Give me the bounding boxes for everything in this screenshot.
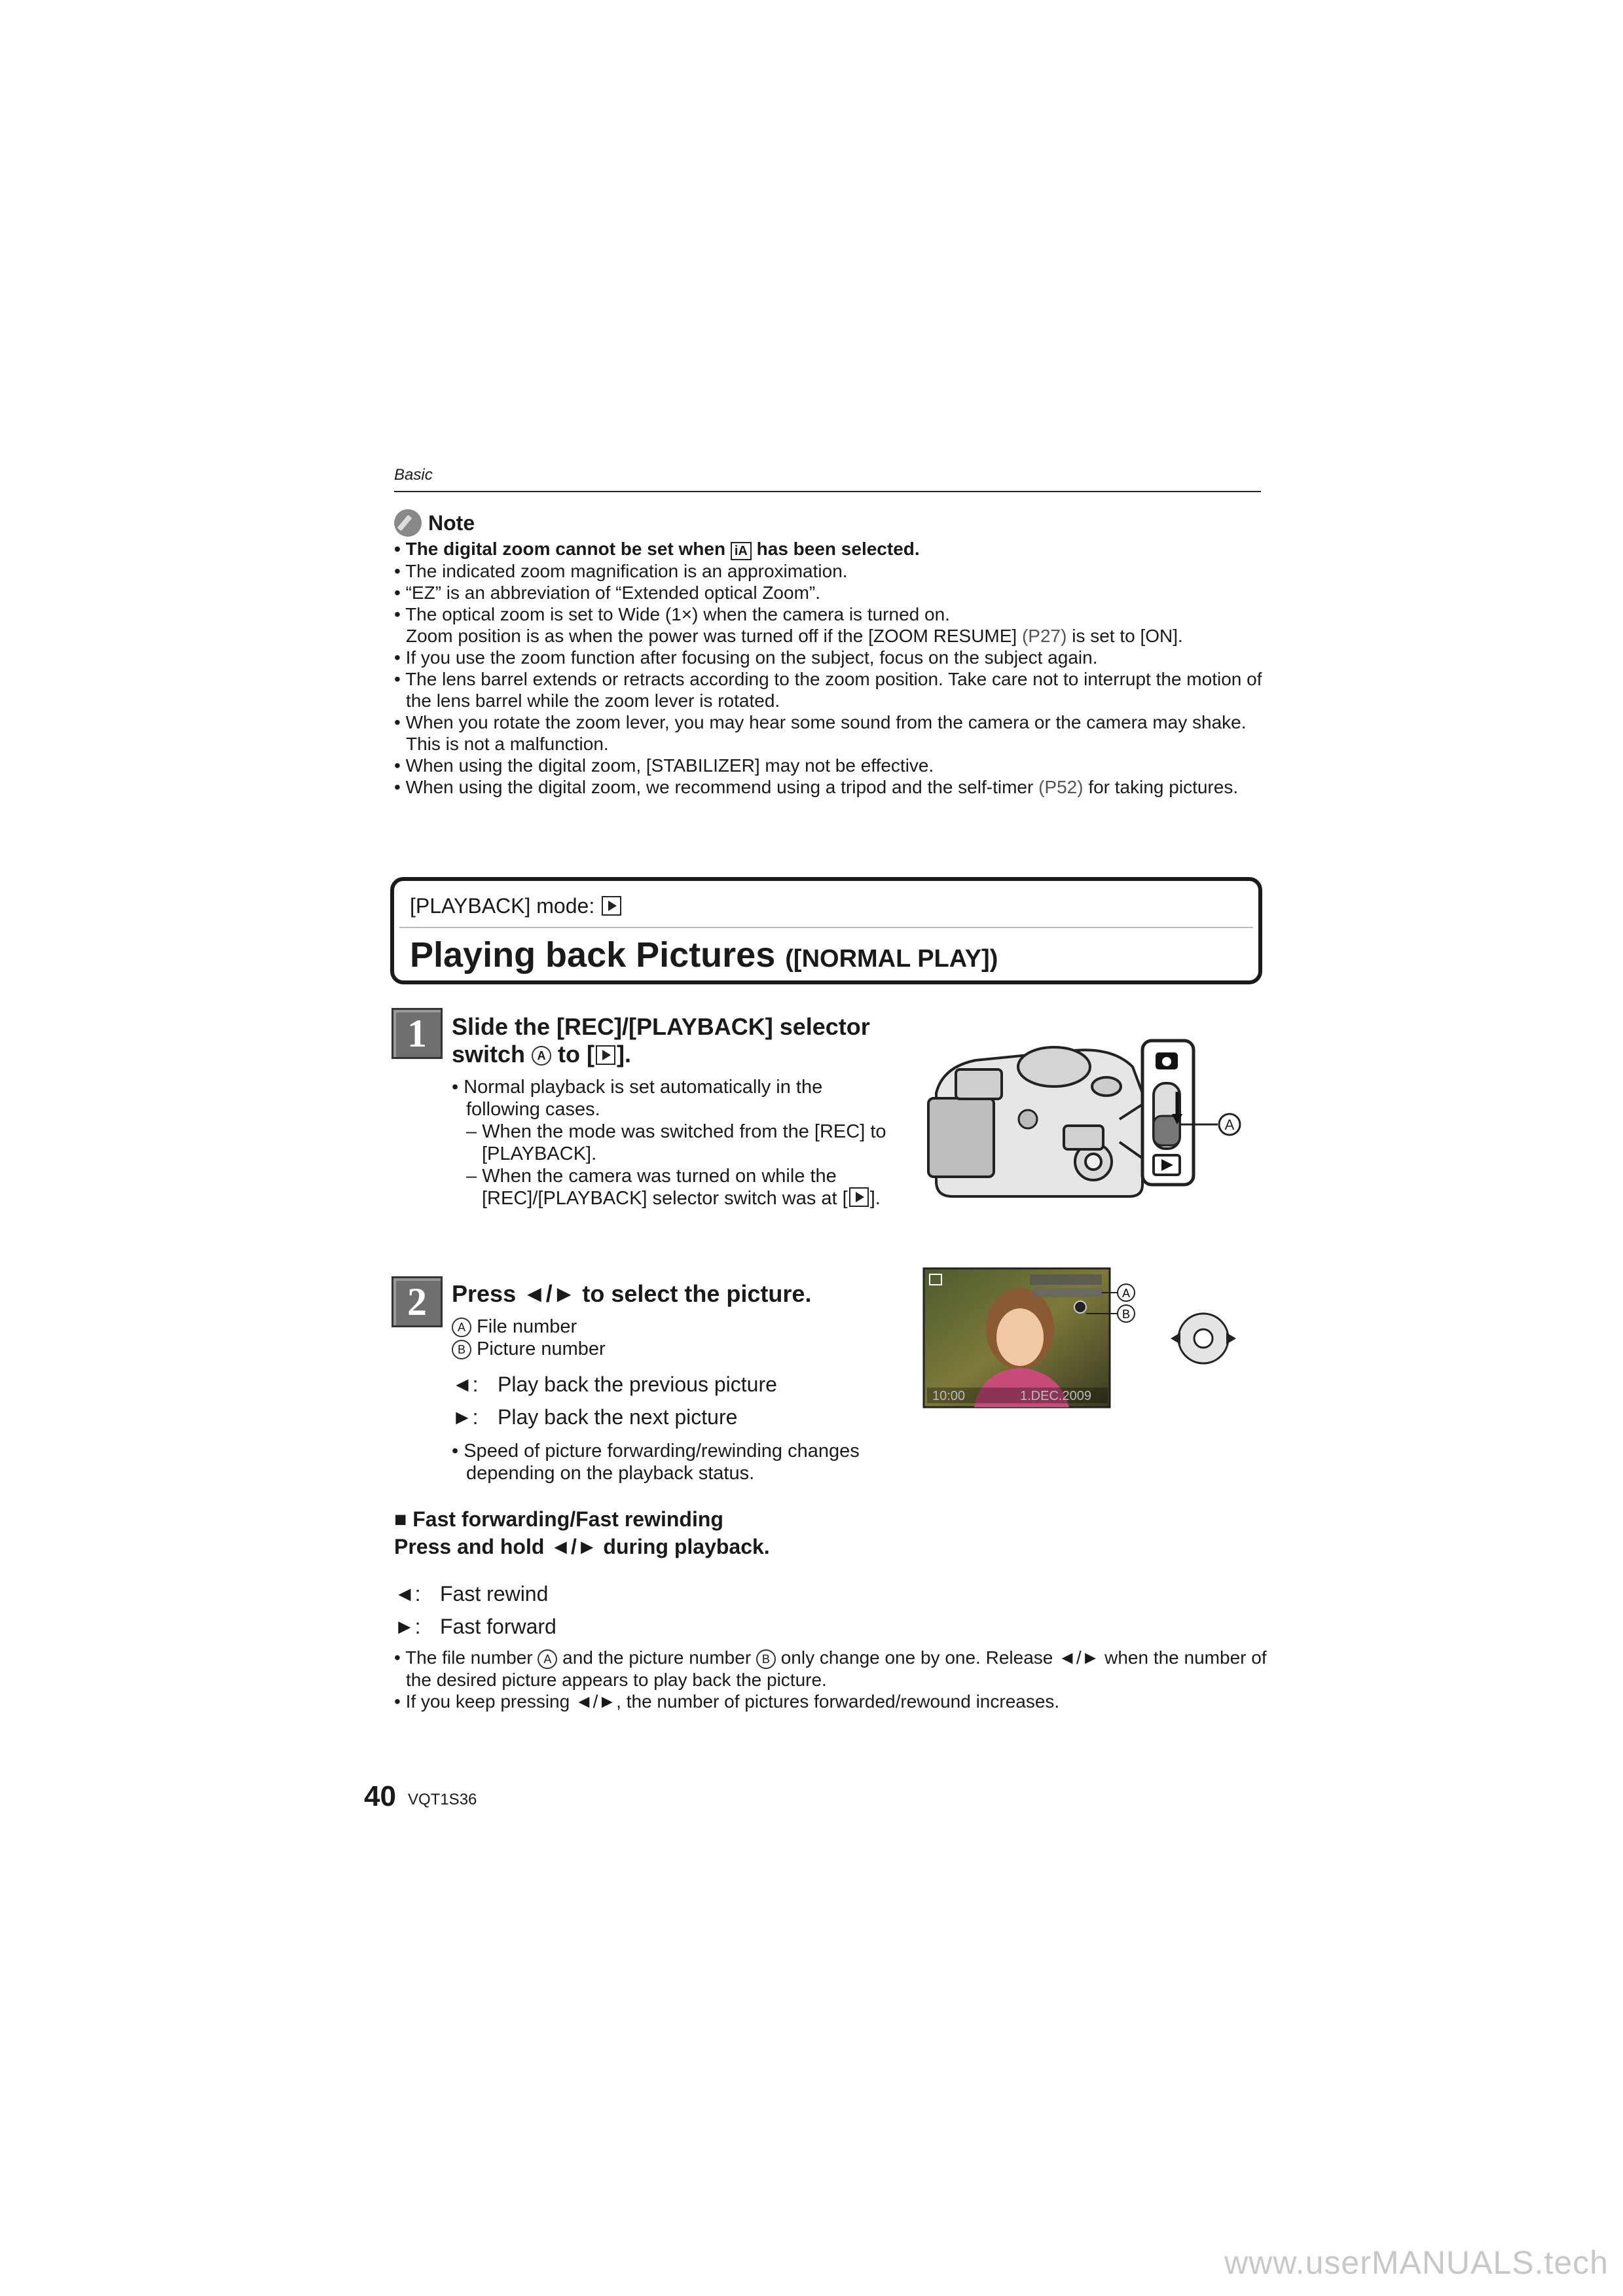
step1-case: – When the camera was turned on while the [REC]/[PLAYBACK] selector switch was at [ ].: [466, 1166, 881, 1209]
note-item: • When using the digital zoom, [STABILIZER] may not be effective.: [394, 755, 934, 776]
cursor-pad-icon: [1171, 1314, 1236, 1363]
section-label: Basic: [394, 466, 433, 484]
note-item: • When you rotate the zoom lever, you may hear some sound from the camera or the camera may shake. This is not a malfunction.: [394, 712, 1247, 754]
step1-title: Slide the [REC]/[PLAYBACK] selector switch A to [ ].: [452, 1013, 870, 1067]
fast-keys: [394, 1577, 852, 1643]
note-item: • The digital zoom cannot be set when iA has been selected.: [394, 539, 920, 559]
step2-title: Press ◄/► to select the picture.: [452, 1280, 812, 1307]
note-item-continued: Zoom position is as when the power was turned off if the [ZOOM RESUME] (P27) is set to [ON].: [406, 626, 1183, 646]
screen-time: 10:00: [932, 1389, 966, 1403]
note-item: • The optical zoom is set to Wide (1×) when the camera is turned on.: [394, 604, 950, 624]
note-heading: [394, 509, 475, 537]
page-reference: (P52): [1038, 777, 1084, 797]
legend-item: A File number: [452, 1316, 910, 1338]
screen-date: 1.DEC.2009: [1020, 1389, 1091, 1403]
playback-icon: [602, 896, 621, 916]
playback-icon: [849, 1187, 869, 1207]
fast-bullet: • The file number A and the picture number B only change one by one. Release ◄/► when the number of the desired picture appears to play back the picture.: [394, 1647, 1267, 1690]
header-rule: [394, 491, 1261, 492]
callout-a: A: [1122, 1287, 1131, 1300]
step2-keys: [452, 1368, 910, 1433]
step-number-2: 2: [392, 1276, 443, 1327]
page-reference: (P27): [1021, 626, 1067, 646]
watermark: www.userMANUALS.tech: [1224, 2244, 1609, 2281]
note-item: • The indicated zoom magnification is an approximation.: [394, 561, 848, 581]
playback-screen-illustration: [922, 1266, 1257, 1410]
document-code: VQT1S36: [408, 1791, 477, 1808]
step1-case: – When the mode was switched from the [REC] to [PLAYBACK].: [466, 1121, 886, 1164]
camera-illustration: [917, 1021, 1257, 1204]
note-item: • When using the digital zoom, we recommend using a tripod and the self-timer (P52) for taking pictures.: [394, 777, 1239, 797]
legend-item: B Picture number: [452, 1338, 910, 1360]
key-row: ►: Fast forward: [394, 1615, 556, 1638]
note-item: • “EZ” is an abbreviation of “Extended optical Zoom”.: [394, 583, 820, 603]
key-row: ◄: Fast rewind: [394, 1582, 549, 1605]
note-list: [394, 538, 1271, 798]
step2-bullet: • Speed of picture forwarding/rewinding changes depending on the playback status.: [452, 1441, 860, 1484]
step-number-1: 1: [392, 1008, 443, 1059]
page-title: Playing back Pictures ([NORMAL PLAY]): [410, 935, 998, 975]
callout-a: A: [1224, 1117, 1235, 1133]
divider: [399, 927, 1253, 928]
pencil-icon: [394, 509, 422, 537]
callout-b: B: [1122, 1308, 1131, 1321]
fast-bullets: [394, 1647, 1271, 1712]
intelligent-auto-icon: iA: [731, 542, 752, 560]
note-item: • The lens barrel extends or retracts according to the zoom position. Take care not to interrupt the motion of the lens barrel while the zoom lever is rotated.: [394, 669, 1262, 711]
note-title: Note: [428, 511, 475, 535]
marker-a: A: [532, 1046, 551, 1066]
note-item: • If you use the zoom function after focusing on the subject, focus on the subject again.: [394, 647, 1098, 668]
playback-mode-box: [390, 877, 1262, 984]
key-row: ◄: Play back the previous picture: [452, 1372, 777, 1396]
step2-legend: [452, 1316, 910, 1360]
fast-section-heading: ■ Fast forwarding/Fast rewinding Press and hold ◄/► during playback.: [394, 1507, 770, 1558]
mode-label: [PLAYBACK] mode:: [410, 894, 623, 918]
page-number: 40: [364, 1780, 396, 1812]
fast-bullet: • If you keep pressing ◄/►, the number of pictures forwarded/rewound increases.: [394, 1691, 1060, 1712]
step1-body: [452, 1076, 897, 1210]
step1-bullet: • Normal playback is set automatically in the following cases.: [452, 1077, 823, 1120]
key-row: ►: Play back the next picture: [452, 1405, 738, 1429]
playback-icon: [596, 1045, 615, 1065]
